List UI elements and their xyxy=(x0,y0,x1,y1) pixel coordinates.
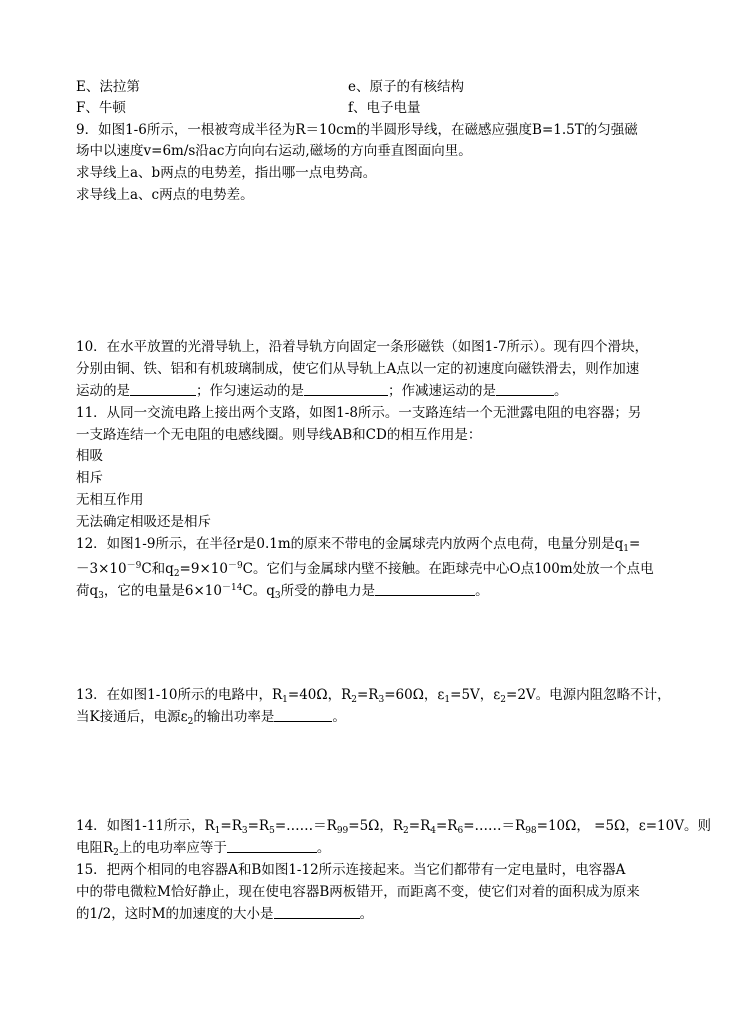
option-f: f、电子电量 xyxy=(348,100,421,116)
q9-line-1: 9．如图1-6所示，一根被弯成半径为R＝10cm的半圆形导线，在磁感应强度B=1.5T的匀强磁 xyxy=(76,122,638,138)
q10-line-1: 10．在水平放置的光滑导轨上，沿着导轨方向固定一条形磁铁（如图1-7所示）。现有四个滑块， xyxy=(76,339,649,355)
q15-line-1: 15．把两个相同的电容器A和B如图1-12所示连接起来。当它们都带有一定电量时，电容器A xyxy=(76,862,626,878)
option-row-e xyxy=(76,77,464,97)
q11-line-2: 一支路连结一个无电阻的电感线圈。则导线AB和CD的相互作用是： xyxy=(76,427,482,443)
answer-blank[interactable] xyxy=(274,905,360,919)
q9-line-2: 场中以速度v=6m/s沿ac方向向右运动,磁场的方向垂直图面向里。 xyxy=(76,143,472,159)
q12-line-1: 12．如图1-9所示，在半径r是0.1m的原来不带电的金属球壳内放两个点电荷，电量分别是$q_1=$ xyxy=(76,536,641,554)
option-E: E、法拉第 xyxy=(76,79,140,95)
q15-line-2: 中的带电微粒M恰好静止，现在使电容器B两板错开，而距离不变，使它们对着的面积成为原来 xyxy=(76,884,640,900)
answer-blank[interactable] xyxy=(227,839,317,853)
q14-line-1: 14．如图1-11所示，$R_1=R_3=R_5=\dots\dots=R_{99}=5\Omega$，$R_2=R_4=R_6=\dots\dots=R_{98}=10\Omega$， =5Ω，ε=10V。则 xyxy=(76,818,711,836)
q13-line-1: 13．在如图1-10所示的电路中，$R_1=40\Omega$，$R_2=R_3=60\Omega$，$\varepsilon_1=5V$，$\varepsilon_2=2V$。电源内阻忽略不计， xyxy=(76,687,671,705)
q11-option-1: 相吸 xyxy=(76,448,103,464)
option-row-f xyxy=(76,98,421,118)
option-F: F、牛顿 xyxy=(76,100,126,116)
q11-line-1: 11．从同一交流电路上接出两个支路，如图1-8所示。一支路连结一个无泄露电阻的电容器；另 xyxy=(76,405,642,421)
q13-line-2: 当K接通后，电源$\varepsilon_2$的输出功率是 。 xyxy=(76,709,346,727)
option-e: e、原子的有核结构 xyxy=(348,79,464,95)
q15-line-3: 的1/2，这时M的加速度的大小是 。 xyxy=(76,906,374,922)
answer-blank[interactable] xyxy=(375,582,475,596)
q11-option-3: 无相互作用 xyxy=(76,492,144,508)
q12-line-3: 荷$q_3$，它的电量是$6\times 10^{-14}C$。$q_3$所受的静电力是 。 xyxy=(76,583,489,601)
answer-blank[interactable] xyxy=(274,708,332,722)
q9-line-3: 求导线上a、b两点的电势差，指出哪一点电势高。 xyxy=(76,165,377,181)
q11-option-4: 无法确定相吸还是相斥 xyxy=(76,514,211,530)
q14-line-2: 电阻$R_2$上的电功率应等于 。 xyxy=(76,840,331,858)
q12-line-2: $-3\times 10^{-9}C$和$q_2=9\times 10^{-9}C$。它们与金属球内壁不接触。在距球壳中心O点100m处放一个点电 xyxy=(76,561,654,579)
q9-line-4: 求导线上a、c两点的电势差。 xyxy=(76,187,254,203)
q10-line-2: 分别由铜、铁、铝和有机玻璃制成，使它们从导轨上A点以一定的初速度向磁铁滑去，则作加速 xyxy=(76,361,640,377)
answer-blank[interactable] xyxy=(304,382,388,396)
q11-option-2: 相斥 xyxy=(76,470,103,486)
q10-line-3: 运动的是 ；作匀速运动的是 ；作减速运动的是 。 xyxy=(76,383,568,399)
answer-blank[interactable] xyxy=(496,382,554,396)
answer-blank[interactable] xyxy=(130,382,196,396)
